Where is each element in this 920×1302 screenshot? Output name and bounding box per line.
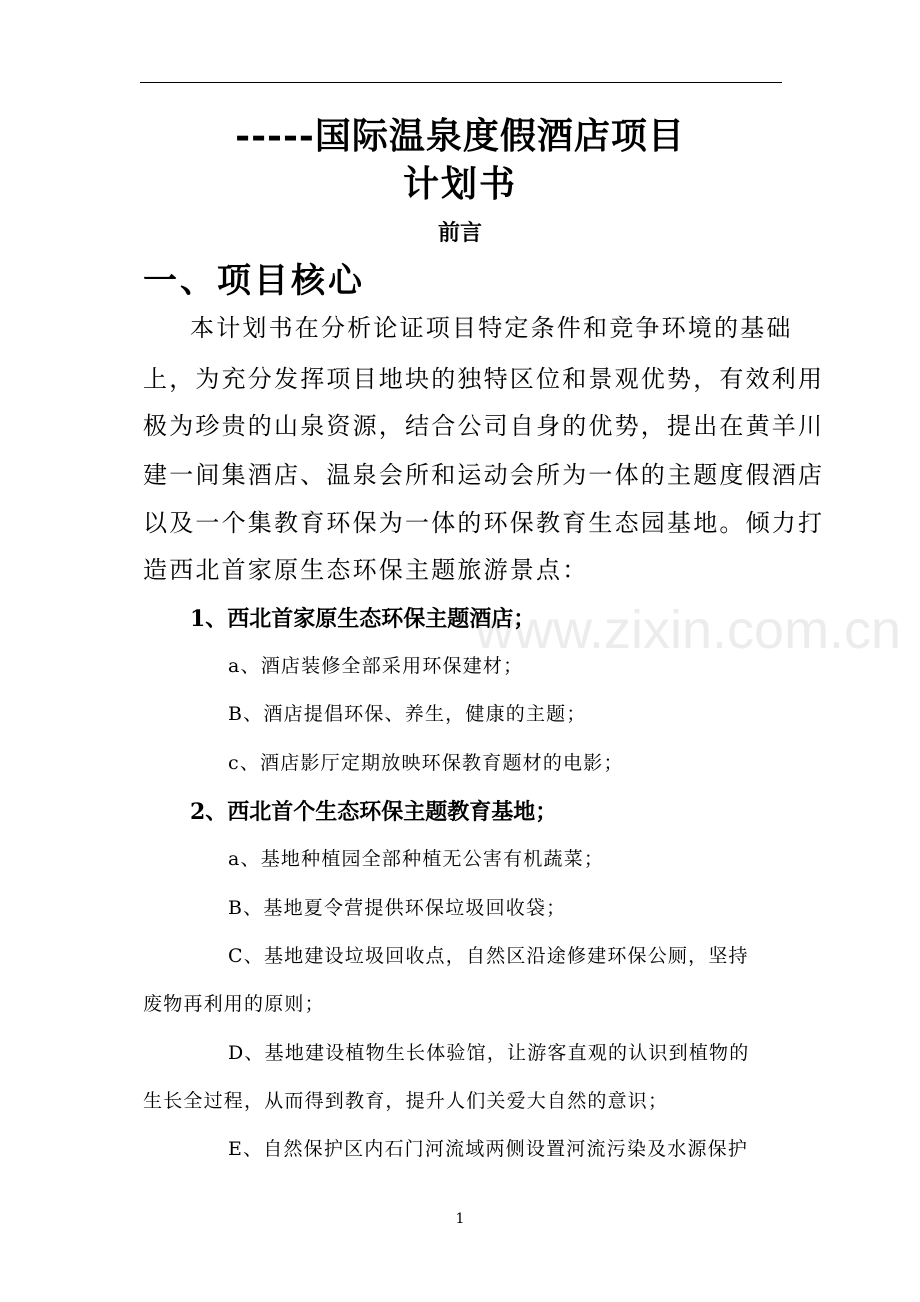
paragraph-line: 极为珍贵的山泉资源，结合公司自身的优势，提出在黄羊川 (143, 412, 825, 440)
preface-heading: 前言 (437, 220, 482, 246)
paragraph-line: 本计划书在分析论证项目特定条件和竞争环境的基础 (190, 314, 793, 342)
list-item: a、酒店装修全部采用环保建材； (228, 655, 524, 677)
list-item: C、基地建设垃圾回收点，自然区沿途修建环保公厕，坚持 (228, 945, 749, 967)
subsection-heading: 2、西北首个生态环保主题教育基地； (190, 799, 558, 825)
list-item-continuation: 生长全过程，从而得到教育，提升人们关爱大自然的意识； (143, 1090, 669, 1112)
list-item: D、基地建设植物生长体验馆，让游客直观的认识到植物的 (228, 1042, 750, 1064)
document-title: -----国际温泉度假酒店项目 (235, 115, 685, 157)
list-item-continuation: 废物再利用的原则； (143, 993, 325, 1015)
paragraph-line: 造西北首家原生态环保主题旅游景点： (143, 556, 589, 584)
paragraph-line: 上，为充分发挥项目地块的独特区位和景观优势，有效利用 (143, 365, 825, 393)
list-item: c、酒店影厅定期放映环保教育题材的电影； (228, 752, 624, 774)
header-rule (140, 82, 782, 83)
section-heading: 一、项目核心 (143, 261, 365, 301)
document-title-line2: 计划书 (402, 163, 517, 205)
paragraph-line: 以及一个集教育环保为一体的环保教育生态园基地。倾力打 (143, 509, 825, 537)
list-item: B、基地夏令营提供环保垃圾回收袋； (228, 897, 567, 919)
paragraph-line: 建一间集酒店、温泉会所和运动会所为一体的主题度假酒店 (143, 461, 825, 489)
page-number: 1 (455, 1211, 465, 1227)
list-item: E、自然保护区内石门河流域两侧设置河流污染及水源保护 (228, 1138, 749, 1160)
subsection-heading: 1、西北首家原生态环保主题酒店； (190, 606, 536, 632)
list-item: B、酒店提倡环保、养生，健康的主题； (228, 703, 587, 725)
list-item: a、基地种植园全部种植无公害有机蔬菜； (228, 848, 605, 870)
watermark: www.zixin.com.cn (475, 600, 902, 660)
